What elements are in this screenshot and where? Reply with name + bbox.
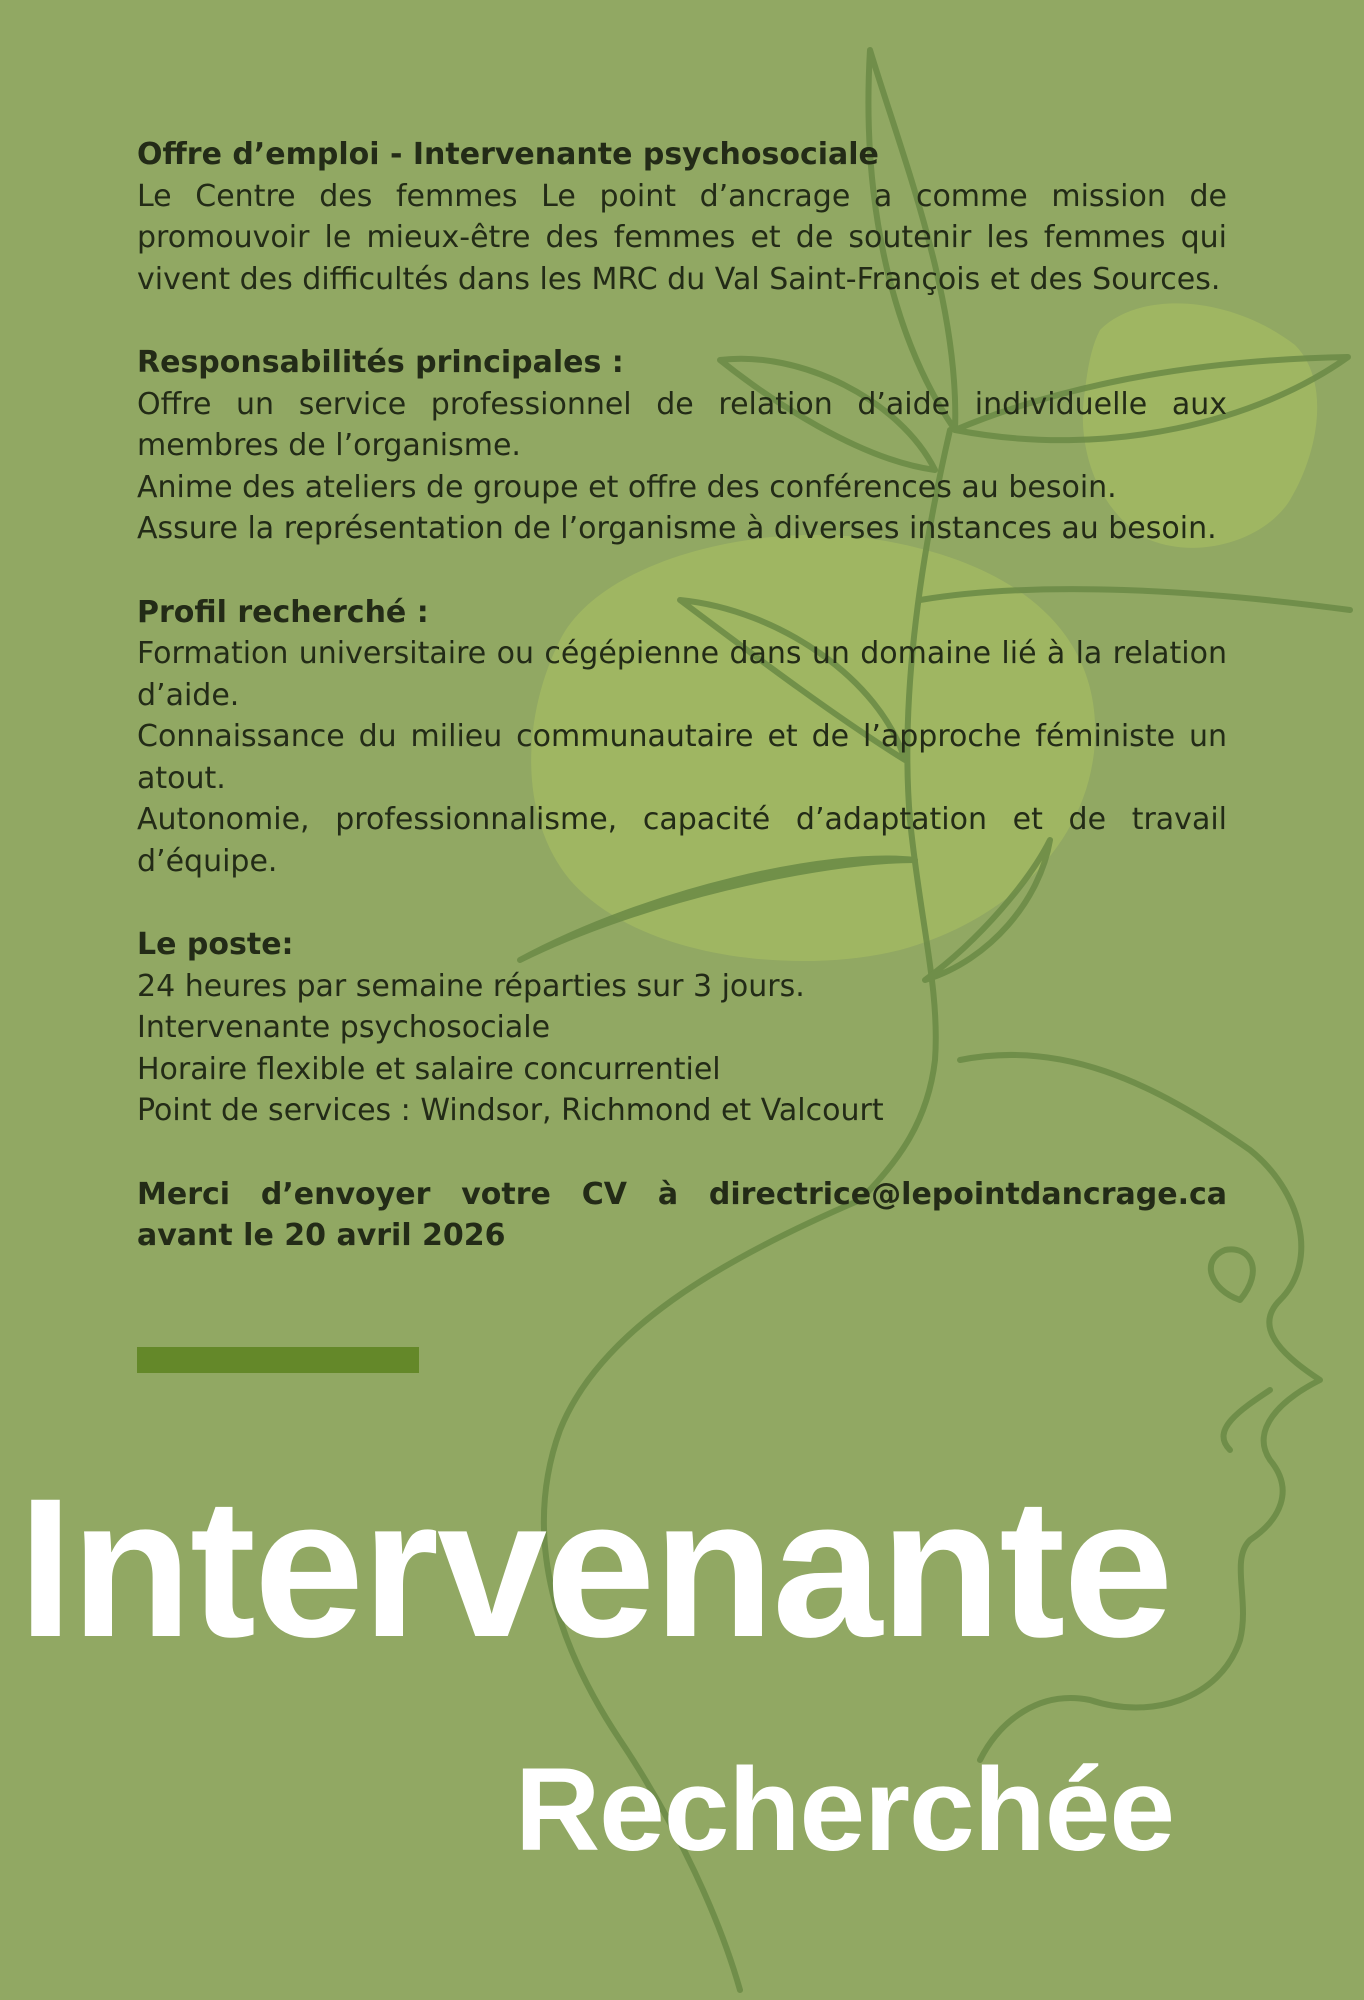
profile-item: Connaissance du milieu communautaire et de l’approche féministe un atout. bbox=[137, 719, 1227, 796]
position-item: Horaire flexible et salaire concurrentiel bbox=[137, 1051, 721, 1087]
responsibility-item: Assure la représentation de l’organisme à diverses instances au besoin. bbox=[137, 511, 1217, 546]
position-section bbox=[137, 924, 1227, 1132]
poster-title: Intervenante bbox=[18, 1457, 1172, 1678]
profile-heading: Profil recherché : bbox=[137, 594, 429, 630]
responsibility-item: Offre un service professionnel de relation d’aide individuelle aux membres de l’organisme. bbox=[137, 386, 1227, 463]
application-instructions: Merci d’envoyer votre CV à directrice@lepointdancrage.ca avant le 20 avril 2026 bbox=[137, 1176, 1227, 1253]
job-posting-body bbox=[137, 134, 1227, 1299]
responsibilities-section bbox=[137, 342, 1227, 550]
position-item: Intervenante psychosociale bbox=[137, 1010, 551, 1045]
profile-item: Autonomie, professionnalisme, capacité d’adaptation et de travail d’équipe. bbox=[137, 802, 1227, 879]
profile-section bbox=[137, 592, 1227, 883]
position-item: 24 heures par semaine réparties sur 3 jours. bbox=[137, 968, 805, 1004]
position-item: Point de services : Windsor, Richmond et Valcourt bbox=[137, 1093, 884, 1128]
intro-section bbox=[137, 134, 1227, 300]
cta-section bbox=[137, 1174, 1227, 1257]
profile-item: Formation universitaire ou cégépienne dans un domaine lié à la relation d’aide. bbox=[137, 636, 1227, 713]
poster-subtitle: Recherchée bbox=[514, 1744, 1174, 1876]
position-heading: Le poste: bbox=[137, 927, 294, 962]
responsibility-item: Anime des ateliers de groupe et offre des conférences au besoin. bbox=[137, 469, 1117, 505]
responsibilities-heading: Responsabilités principales : bbox=[137, 345, 624, 380]
job-offer-heading: Offre d’emploi - Intervenante psychosociale bbox=[137, 137, 879, 172]
accent-bar bbox=[137, 1347, 419, 1373]
mission-paragraph: Le Centre des femmes Le point d’ancrage a comme mission de promouvoir le mieux-être des femmes et de soutenir les femmes qui vivent des difficultés dans les MRC du Val Saint-François et des Sources. bbox=[137, 178, 1227, 297]
